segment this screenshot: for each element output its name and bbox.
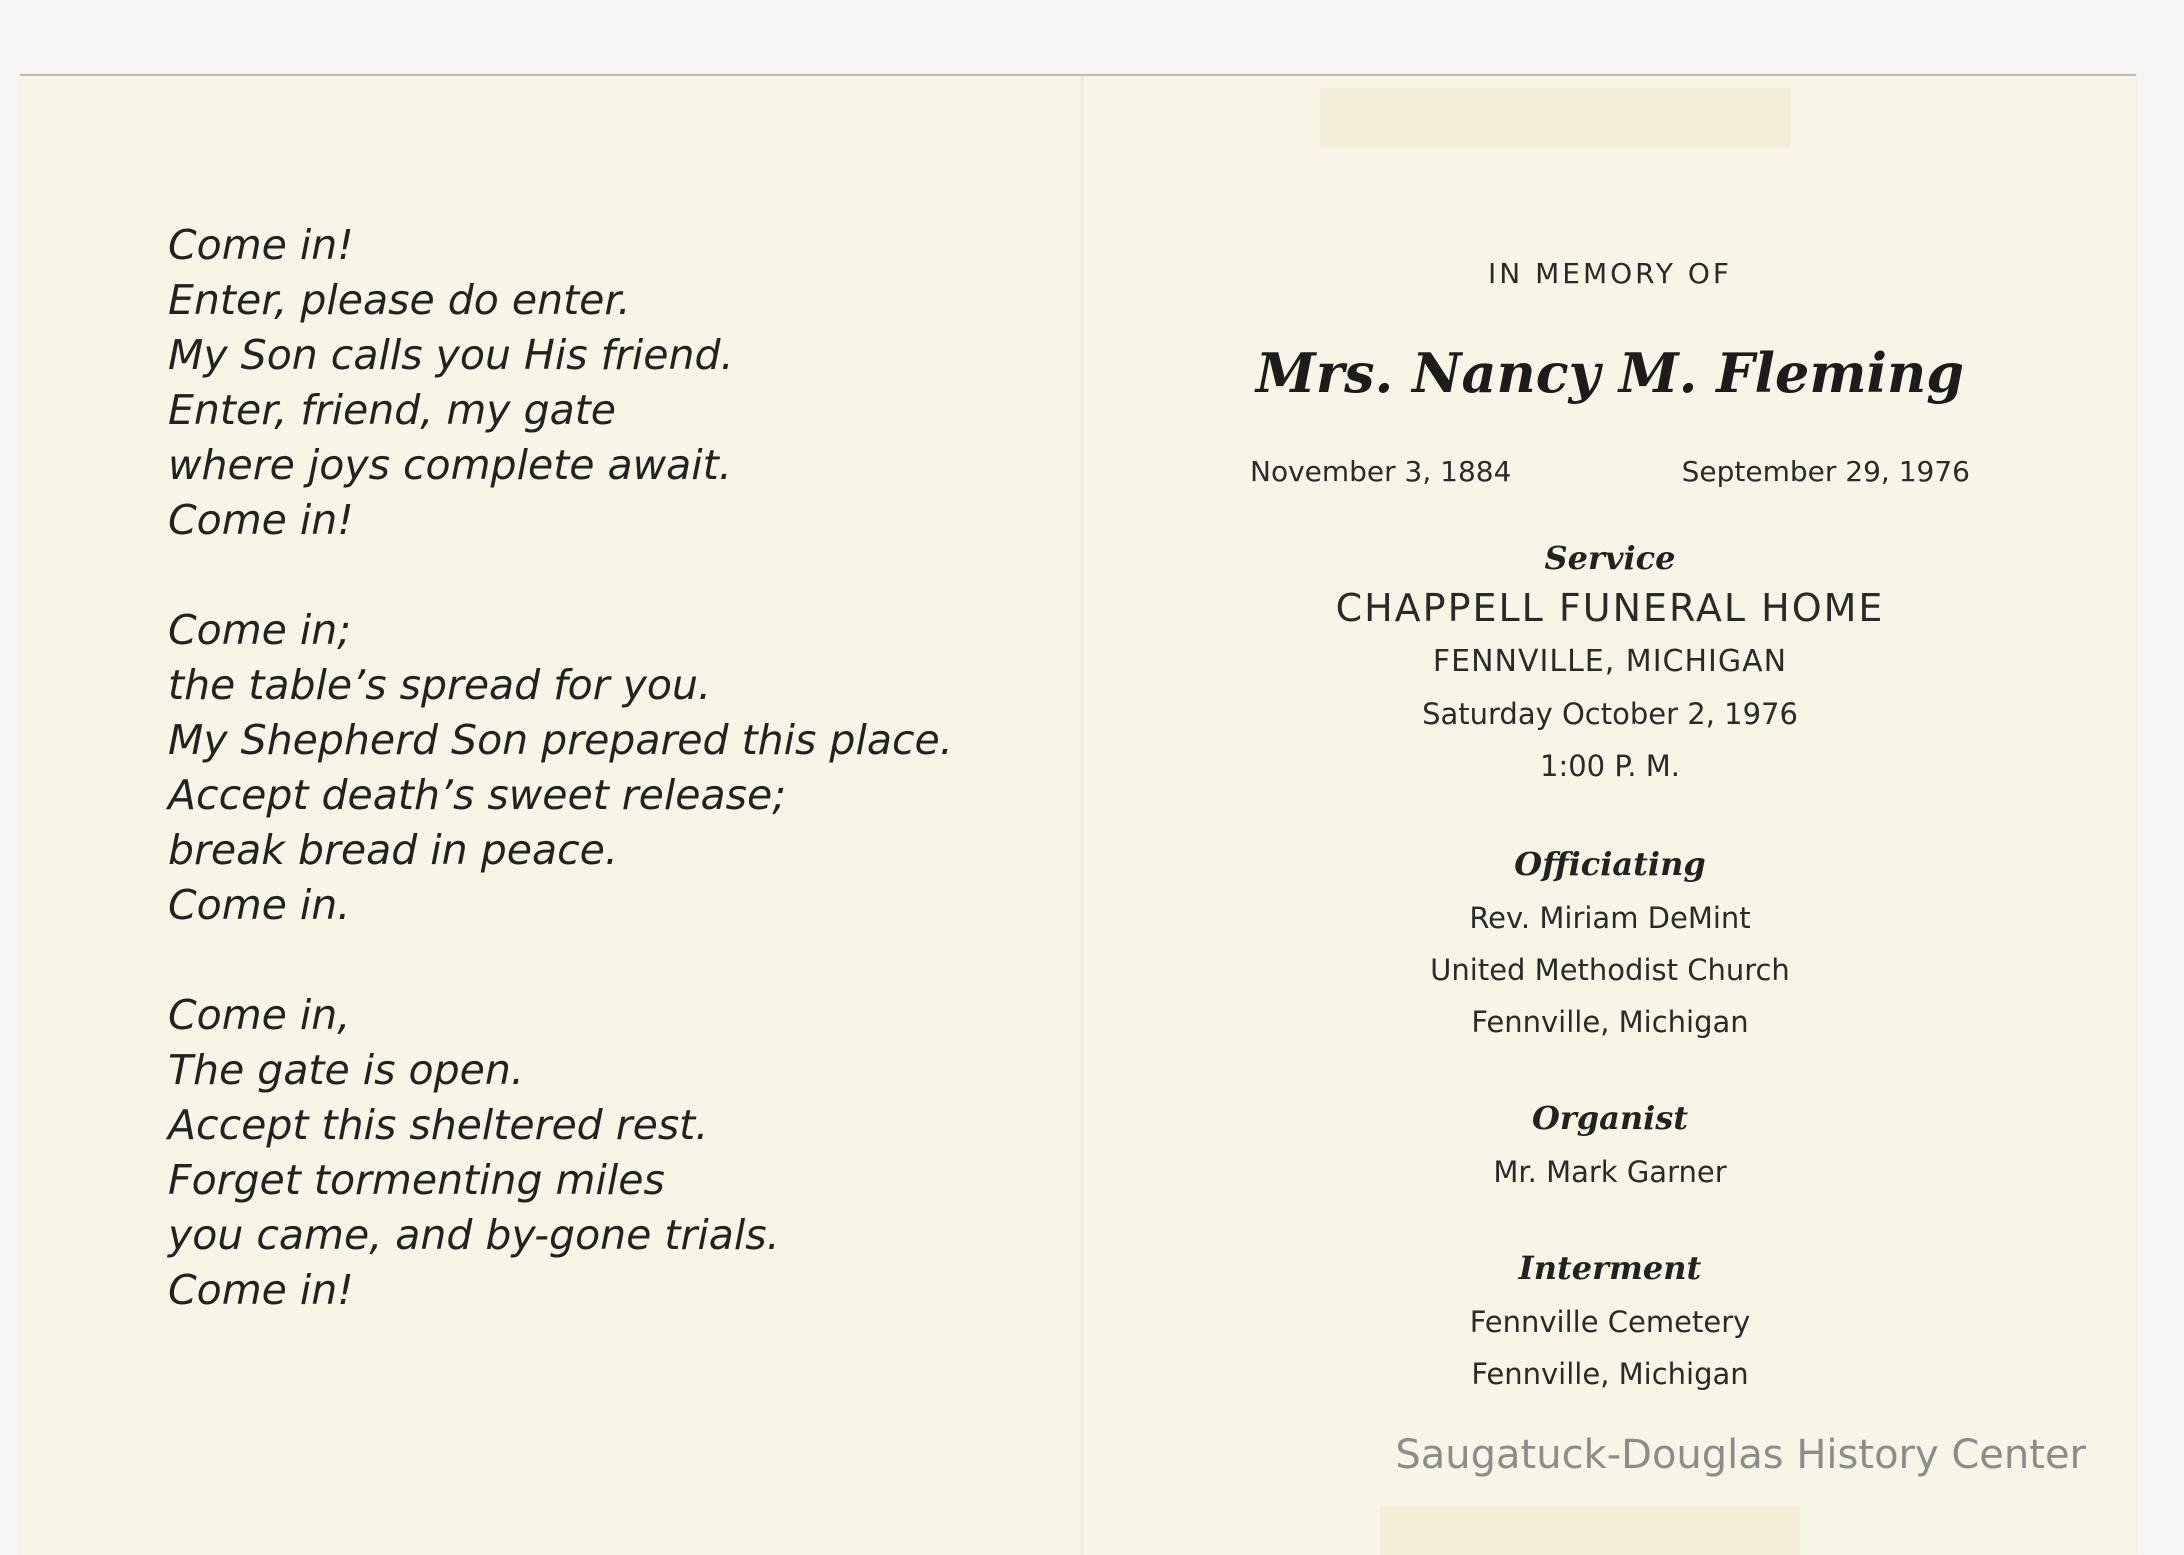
service-place: CHAPPELL FUNERAL HOME — [1335, 586, 1885, 630]
poem-line: you came, and by-gone trials. — [168, 1211, 780, 1259]
deceased-name: Mrs. Nancy M. Fleming — [1255, 341, 1965, 405]
poem-line: Forget tormenting miles — [168, 1156, 665, 1204]
poem-line: Come in. — [168, 881, 351, 929]
poem-line: where joys complete await. — [168, 441, 732, 489]
poem-line: The gate is open. — [168, 1046, 524, 1094]
tape-mark-bottom — [1380, 1506, 1800, 1555]
service-city: FENNVILLE, MICHIGAN — [1432, 644, 1788, 679]
officiant-city: Fennville, Michigan — [1471, 1005, 1749, 1039]
organist-name: Mr. Mark Garner — [1493, 1155, 1727, 1189]
interment-heading: Interment — [1518, 1249, 1702, 1287]
poem — [168, 218, 1068, 1373]
life-dates — [1240, 452, 1980, 492]
poem-line: the table’s spread for you. — [168, 661, 712, 709]
card-fold-line — [1080, 76, 1084, 1555]
officiant-name: Rev. Miriam DeMint — [1469, 901, 1751, 935]
memorial-card — [20, 74, 2136, 1555]
interment-city: Fennville, Michigan — [1471, 1357, 1749, 1391]
poem-line: Come in; — [168, 606, 352, 654]
poem-line: My Shepherd Son prepared this place. — [168, 716, 953, 764]
service-date: Saturday October 2, 1976 — [1422, 697, 1798, 731]
death-date: September 29, 1976 — [1681, 455, 1970, 488]
birth-date: November 3, 1884 — [1250, 455, 1512, 488]
poem-line: Come in, — [168, 991, 351, 1039]
memorial-details — [1240, 166, 1980, 1400]
poem-line: My Son calls you His friend. — [168, 331, 734, 379]
poem-line: Enter, please do enter. — [168, 276, 631, 324]
poem-stanza-3 — [168, 988, 1068, 1318]
officiant-church: United Methodist Church — [1430, 953, 1790, 987]
poem-line: break bread in peace. — [168, 826, 618, 874]
officiating-heading: Officiating — [1514, 845, 1706, 883]
service-time: 1:00 P. M. — [1540, 749, 1680, 783]
poem-stanza-2 — [168, 603, 1068, 933]
poem-stanza-1 — [168, 218, 1068, 548]
history-center-watermark: Saugatuck-Douglas History Center — [1395, 1432, 2086, 1478]
poem-line: Come in! — [168, 1266, 354, 1314]
poem-line: Enter, friend, my gate — [168, 386, 617, 434]
interment-place: Fennville Cemetery — [1469, 1305, 1751, 1339]
poem-line: Accept this sheltered rest. — [168, 1101, 709, 1149]
poem-line: Come in! — [168, 221, 354, 269]
in-memory-header: IN MEMORY OF — [1488, 257, 1732, 290]
tape-mark-top — [1320, 88, 1790, 148]
organist-heading: Organist — [1531, 1099, 1689, 1137]
poem-line: Accept death’s sweet release; — [168, 771, 787, 819]
poem-line: Come in! — [168, 496, 354, 544]
service-heading: Service — [1544, 539, 1676, 577]
